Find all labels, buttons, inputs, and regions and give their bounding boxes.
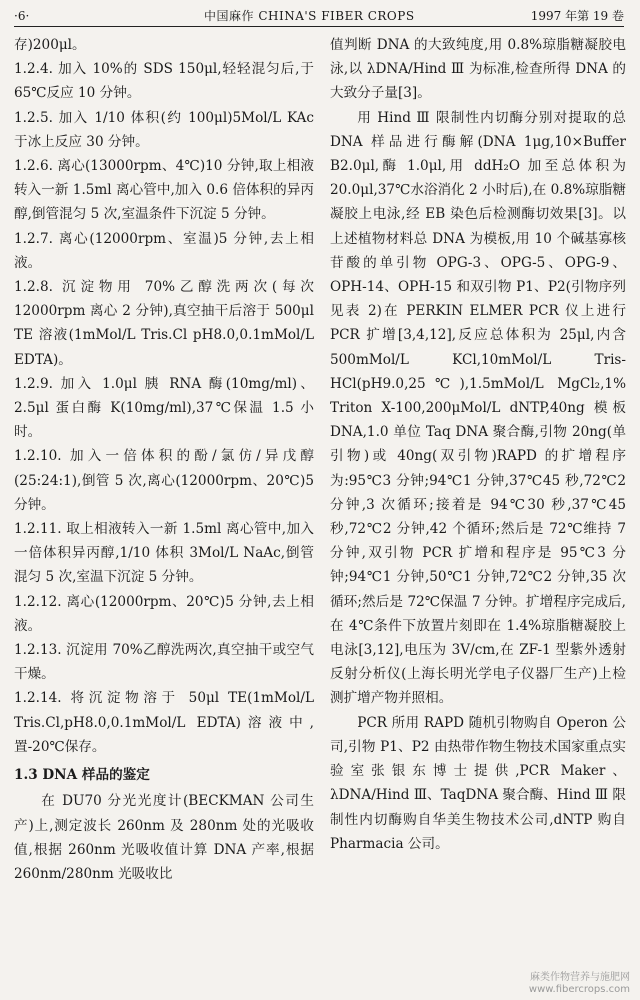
page-number: ·6· bbox=[14, 9, 30, 23]
left-column bbox=[14, 33, 314, 886]
paragraph: 在 DU70 分光光度计(BECKMAN 公司生产)上,测定波长 260nm 及 280nm 处的光吸收值,根据 260nm 光吸收值计算 DNA 产率,根据 260nm/280nm 光吸收比 bbox=[14, 793, 314, 882]
paragraph: 1.2.11. 取上相液转入一新 1.5ml 离心管中,加入一倍体积异丙醇,1/10 体积 3Mol/L NaAc,倒管混匀 5 次,室温下沉淀 5 分钟。 bbox=[14, 521, 314, 586]
paragraph: 1.2.6. 离心(13000rpm、4℃)10 分钟,取上相液转入一新 1.5ml 离心管中,加入 0.6 倍体积的异丙醇,倒管混匀 5 次,室温条件下沉淀 5 分钟。 bbox=[14, 158, 314, 223]
watermark-site-name: 麻类作物营养与施肥网 bbox=[530, 972, 630, 983]
paragraph: 用 Hind Ⅲ 限制性内切酶分别对提取的总 DNA 样品进行酶解(DNA 1μg,10×Buffer B2.0μl,酶 1.0μl,用 ddH₂O 加至总体积为 20.0μl,37℃水浴消化 2 小时后),在 0.8%琼脂糖凝胶上电泳,经 EB 染色后检测酶切效果[3]。以上述植物材料总 DNA 为模板,用 10 个碱基寡核苷酸的单引物 OPG-3、OPG-5、OPG-9、OPH-14、OPH-15 和双引物 P1、P2(引物序列见表 2)在 PERKIN ELMER PCR 仪上进行 PCR 扩增[3,4,12],反应总体积为 25μl,内含 500mMol/L KCl,10mMol/L Tris-HCl(pH9.0,25℃),1.5mMol/L MgCl₂,1% Triton X-100,200μMol/L dNTP,40ng 模板 DNA,1.0 单位 Taq DNA 聚合酶,引物 20ng(单引物)或 40ng(双引物)RAPD 的扩增程序为:95℃3 分钟;94℃1 分钟,37℃45 秒,72℃2 分钟,3 次循环;接着是 94℃30 秒,37℃45 秒,72℃2 分钟,42 个循环;然后是 72℃维持 7 分钟,双引物 PCR 扩增和程序是 95℃3 分钟;94℃1 分钟,50℃1 分钟,72℃2 分钟,35 次循环;然后是 72℃保温 7 分钟。扩增程序完成后,在 4℃条件下放置片刻即在 1.4%琼脂糖凝胶上电泳[3,12],电压为 3V/cm,在 ZF-1 型紫外透射反射分析仪(上海长明光学电子仪器厂生产)上检测扩增产物并照相。 bbox=[330, 109, 626, 707]
paragraph: 1.2.14. 将沉淀物溶于 50μl TE(1mMol/L Tris.Cl,pH8.0,0.1mMol/L EDTA)溶液中,置-20℃保存。 bbox=[14, 690, 314, 755]
paragraph: 1.2.5. 加入 1/10 体积(约 100μl)5Mol/L KAc 于冰上反应 30 分钟。 bbox=[14, 109, 314, 150]
paragraph: 1.2.12. 离心(12000rpm、20℃)5 分钟,去上相液。 bbox=[14, 593, 314, 634]
watermark-url: www.fibercrops.com bbox=[528, 984, 630, 995]
section-heading: 1.3 DNA 样品的鉴定 bbox=[14, 767, 150, 784]
paragraph: 1.2.4. 加入 10%的 SDS 150μl,轻轻混匀后,于 65℃反应 10 分钟。 bbox=[14, 61, 314, 102]
paragraph: 1.2.7. 离心(12000rpm、室温)5 分钟,去上相液。 bbox=[14, 230, 314, 271]
paragraph: 1.2.13. 沉淀用 70%乙醇洗两次,真空抽干或空气干燥。 bbox=[14, 642, 314, 683]
paragraph: 存)200μl。 bbox=[14, 37, 86, 53]
journal-title: 中国麻作 CHINA'S FIBER CROPS bbox=[204, 9, 415, 23]
right-column bbox=[330, 33, 626, 856]
paragraph: 1.2.9. 加入 1.0μl 胰 RNA 酶(10mg/ml)、2.5μl 蛋白酶 K(10mg/ml),37℃保温 1.5 小时。 bbox=[14, 375, 314, 441]
watermark bbox=[529, 972, 630, 996]
journal-volume: 1997 年第 19 卷 bbox=[530, 9, 624, 23]
paragraph: 1.2.8. 沉淀物用 70%乙醇洗两次(每次 12000rpm 离心 2 分钟),真空抽干后溶于 500μl TE 溶液(1mMol/L Tris.Cl pH8.0,0.1mMol/L EDTA)。 bbox=[14, 279, 314, 368]
paragraph: 值判断 DNA 的大致纯度,用 0.8%琼脂糖凝胶电泳,以 λDNA/Hind Ⅲ 为标准,检查所得 DNA 的大致分子量[3]。 bbox=[330, 37, 626, 102]
paragraph: 1.2.10. 加入一倍体积的酚/氯仿/异戊醇(25:24:1),倒管 5 次,离心(12000rpm、20℃)5 分钟。 bbox=[14, 448, 314, 513]
page-header bbox=[14, 6, 624, 27]
paragraph: PCR 所用 RAPD 随机引物购自 Operon 公司,引物 P1、P2 由热带作物生物技术国家重点实验室张银东博士提供,PCR Maker、λDNA/Hind Ⅲ、TaqDNA 聚合酶、Hind Ⅲ 限制性内切酶购自华美生物技术公司,dNTP 购自 Pharmacia 公司。 bbox=[330, 714, 626, 852]
